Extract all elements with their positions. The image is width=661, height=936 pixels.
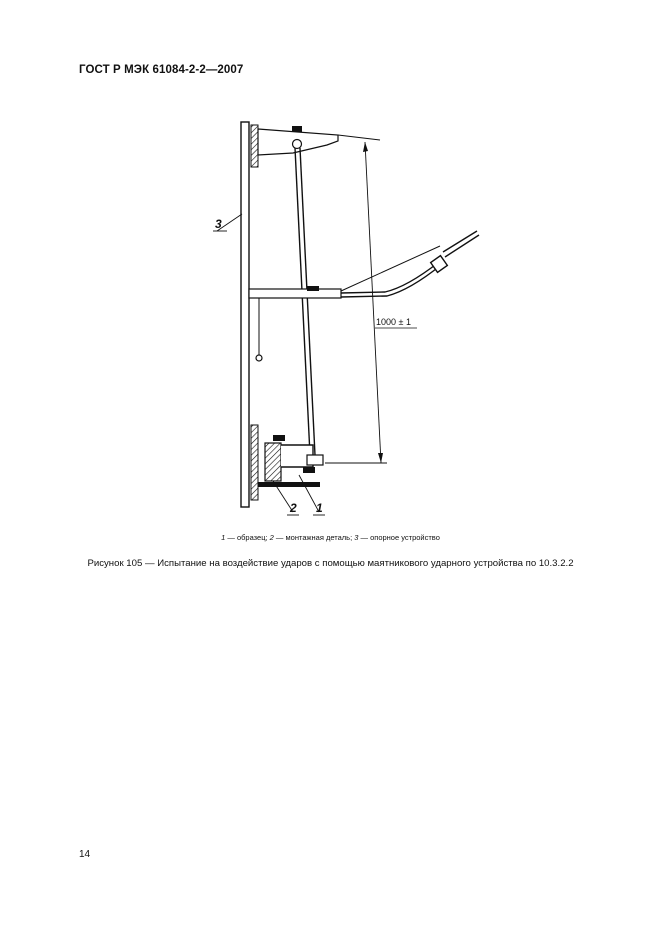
page-number: 14 — [79, 849, 91, 860]
legend-item-3-number: 3 — [354, 533, 359, 542]
striking-block — [307, 455, 323, 465]
figure-legend — [0, 533, 661, 542]
document-standard-header: ГОСТ Р МЭК 61084-2-2—2007 — [79, 64, 244, 76]
release-cord — [443, 231, 477, 252]
figure-caption: Рисунок 105 — Испытание на воздействие ударов с помощью маятникового ударного устройства по 10.3.2.2 — [87, 558, 574, 569]
dimension-line — [365, 142, 381, 463]
legend-item-1-number: 1 — [221, 533, 226, 542]
top-hatch — [251, 125, 258, 167]
callout-3-label: 3 — [215, 217, 222, 231]
base-bar — [258, 482, 320, 487]
horizontal-arm — [249, 289, 341, 298]
legend-item-2-number: 2 — [269, 533, 274, 542]
dimension-label: 1000 ± 1 — [376, 317, 411, 327]
legend-item-2-text: — монтажная деталь; — [273, 533, 355, 542]
pull-cord — [341, 246, 440, 291]
top-bolt — [292, 126, 302, 132]
bottom-hatch — [251, 425, 258, 500]
legend-item-1-text: — образец; — [225, 533, 270, 542]
callout-2-label: 2 — [290, 501, 297, 515]
plumb-weight — [256, 355, 262, 361]
callout-1-label: 1 — [316, 501, 323, 515]
legend-item-3-text: — опорное устройство — [358, 533, 440, 542]
arm-clamp — [307, 286, 319, 291]
pivot-point — [293, 140, 302, 149]
striking-element — [431, 256, 448, 273]
dimension-extension-top — [338, 135, 380, 140]
support-board — [241, 122, 249, 507]
mounting-part — [265, 443, 281, 481]
pendulum-drawing — [195, 115, 495, 525]
pendulum-test-figure — [195, 115, 495, 525]
